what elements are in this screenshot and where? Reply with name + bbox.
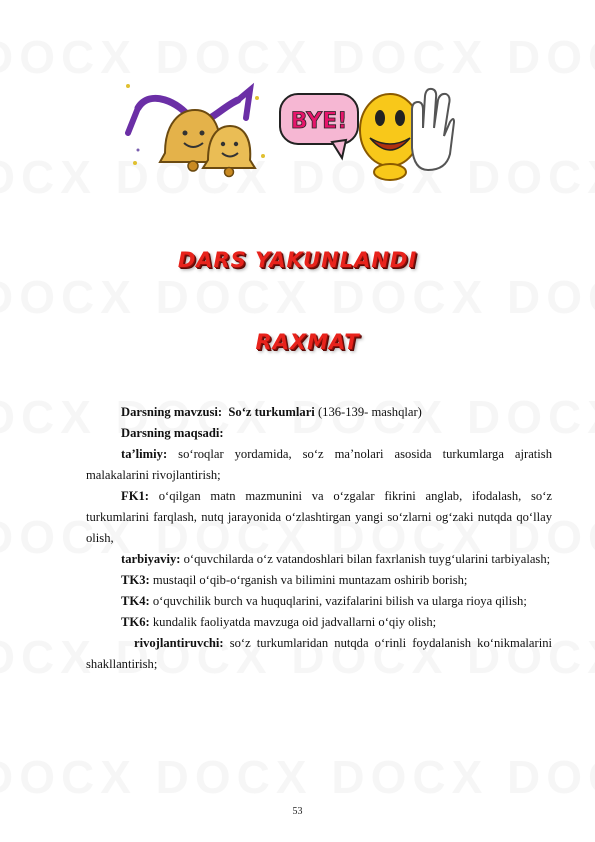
topic-title: So‘z turkumlari bbox=[228, 405, 315, 419]
banner-lesson-finished: DARS YAKUNLANDI bbox=[177, 248, 418, 272]
banner-thanks: RAXMAT bbox=[255, 330, 360, 354]
goals-heading: Darsning maqsadi: bbox=[121, 426, 224, 440]
topic-pages: (136-139- mashqlar) bbox=[317, 405, 422, 419]
lesson-plan-text bbox=[86, 402, 552, 675]
bubble-text: BYE! bbox=[290, 109, 348, 134]
goal-item: TK3: mustaqil o‘qib-o‘rganish va bilimini muntazam oshirib borish; bbox=[121, 573, 468, 587]
goal-item: TK4: o‘quvchilik burch va huquqlarini, vazifalarini bilish va ularga rioya qilish; bbox=[121, 594, 527, 608]
topic-label: Darsning mavzusi: bbox=[121, 405, 223, 419]
speech-bubble-icon bbox=[280, 94, 358, 158]
goal-item: FK1: o‘qilgan matn mazmunini va o‘zgalar fikrini anglab, ifodalash, so‘z turkumlarini farqlash, nutq jarayonida o‘zlashtirgan yangi so‘zlarni og‘zaki nutqda qo‘llay olish, bbox=[86, 489, 552, 545]
farewell-clipart bbox=[120, 78, 455, 188]
smiley-waving-icon bbox=[360, 89, 454, 180]
topic-line bbox=[86, 402, 552, 423]
goal-item: rivojlantiruvchi: so‘z turkumlaridan nutqda o‘rinli foydalanish ko‘nikmalarini shakllantirish; bbox=[86, 636, 553, 671]
goal-item: tarbiyaviy: o‘quvchilarda o‘z vatandoshlari bilan faxrlanish tuyg‘ularini tarbiyalash; bbox=[121, 552, 551, 566]
page-number: 53 bbox=[292, 806, 303, 817]
goal-item: TK6: kundalik faoliyatda mavzuga oid jadvallarni o‘qiy olish; bbox=[121, 615, 437, 629]
goal-item: ta’limiy: so‘roqlar yordamida, so‘z ma’nolari asosida turkumlarga ajratish malakalarini rivojlantirish; bbox=[86, 447, 552, 482]
